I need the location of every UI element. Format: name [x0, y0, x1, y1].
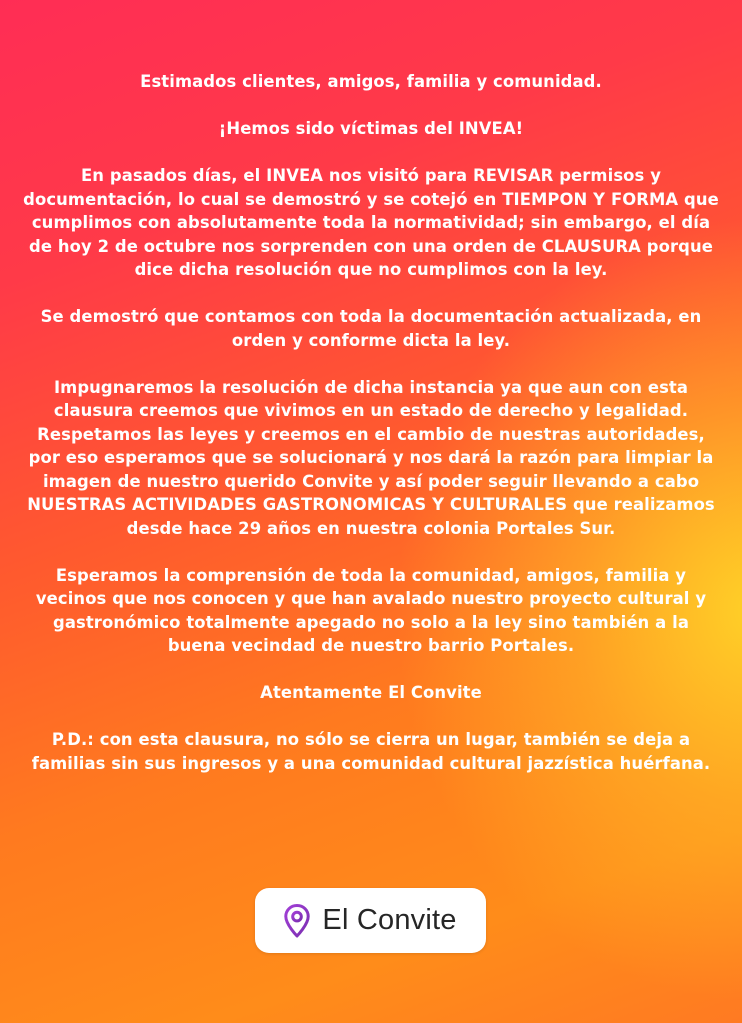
paragraph-invea-visit: En pasados días, el INVEA nos visitó para REVISAR permisos y documentación, lo cual se demostró y se cotejó en TIEMPON Y FORMA que cumplimos con absolutamente toda la normatividad; sin embargo, el día de hoy 2 de octubre nos sorprenden con una orden de CLAUSURA porque dice dicha resolución que no cumplimos con la ley.	[23, 166, 719, 279]
paragraph-community: Esperamos la comprensión de toda la comunidad, amigos, familia y vecinos que nos conocen y que han avalado nuestro proyecto cultural y gastronómico totalmente apegado no solo a la ley sino también a la buena vecindad de nuestro barrio Portales.	[35, 565, 707, 655]
greeting-text: Estimados clientes, amigos, familia y comunidad.	[140, 72, 602, 91]
location-label: El Convite	[322, 904, 457, 936]
location-sticker[interactable]	[255, 888, 486, 953]
signoff-text: Atentamente El Convite	[260, 683, 482, 702]
story-text	[22, 70, 720, 799]
location-pin-icon	[284, 904, 310, 938]
headline-text: ¡Hemos sido víctimas del INVEA!	[218, 119, 524, 138]
paragraph-documentation: Se demostró que contamos con toda la documentación actualizada, en orden y conforme dicta la ley.	[40, 307, 702, 350]
paragraph-appeal: Impugnaremos la resolución de dicha instancia ya que aun con esta clausura creemos que vivimos en un estado de derecho y legalidad. Respetamos las leyes y creemos en el cambio de nuestras autoridades, por eso esperamos que se solucionará y nos dará la razón para limpiar la imagen de nuestro querido Convite y así poder seguir llevando a cabo NUESTRAS ACTIVIDADES GASTRONOMICAS Y CULTURALES que realizamos desde hace 29 años en nuestra colonia Portales Sur.	[27, 377, 715, 538]
postscript-text: P.D.: con esta clausura, no sólo se cierra un lugar, también se deja a familias sin sus ingresos y a una comunidad cultural jazzística huérfana.	[31, 730, 711, 773]
